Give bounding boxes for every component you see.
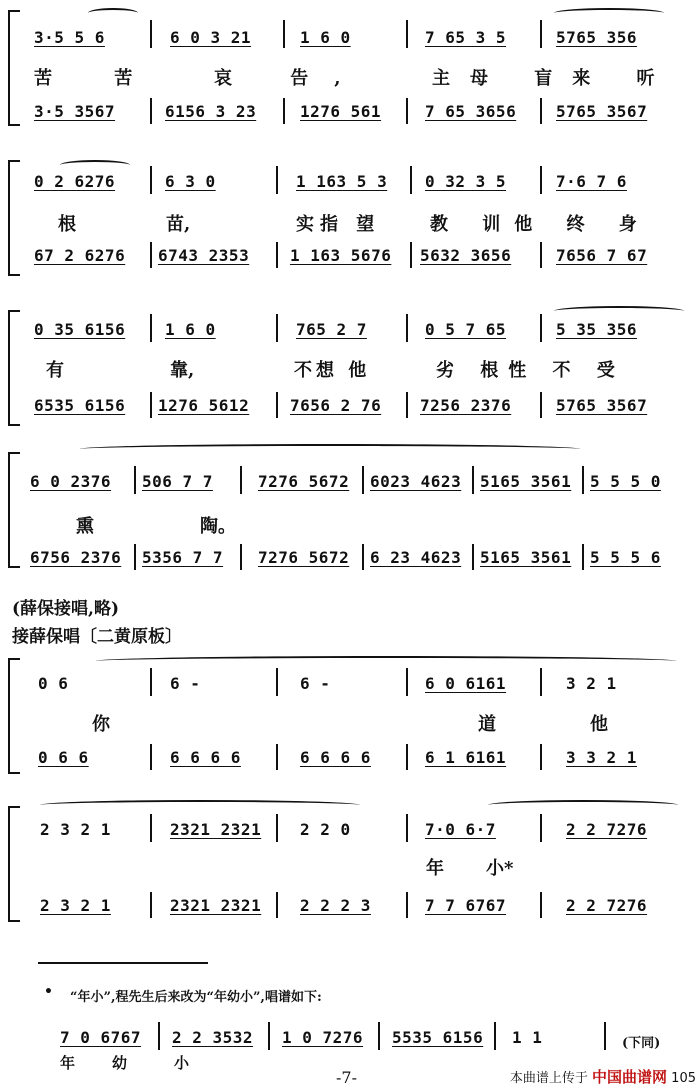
measure: 6 1 6161	[425, 748, 507, 767]
measure: 2 2 2 3	[300, 896, 371, 915]
measure: 6743 2353	[158, 246, 250, 265]
slur	[80, 444, 580, 454]
section-heading: 接薛保唱〔二黄原板〕	[12, 627, 182, 647]
voice-line	[0, 674, 700, 698]
measure: 0 2 6276	[34, 172, 116, 191]
measure: 6756 2376	[30, 548, 122, 567]
slur	[554, 306, 684, 316]
measure: 3 3 2 1	[566, 748, 637, 767]
measure: 5535 6156	[392, 1028, 484, 1047]
watermark-brand: 中国曲谱网	[592, 1068, 668, 1086]
measure: 6535 6156	[34, 396, 126, 415]
measure: 6023 4623	[370, 472, 462, 491]
lyric: 年	[426, 858, 444, 879]
watermark-page: 105	[671, 1071, 696, 1086]
voice-line	[0, 320, 700, 344]
footnote-rule	[38, 962, 208, 964]
measure: 2321 2321	[170, 820, 262, 839]
measure: 5 5 5 6	[590, 548, 661, 567]
lyric: 你	[92, 714, 110, 735]
measure: 7 7 6767	[425, 896, 507, 915]
measure: 7256 2376	[420, 396, 512, 415]
measure: 2 2 7276	[566, 896, 648, 915]
lyric: 他	[590, 714, 608, 735]
measure: 7 0 6767	[60, 1028, 142, 1047]
measure: 7276 5672	[258, 472, 350, 491]
measure: 7·6 7 6	[556, 172, 627, 191]
measure: 6 23 4623	[370, 548, 462, 567]
slur	[488, 800, 678, 810]
measure: 5 35 356	[556, 320, 638, 339]
interlude-note: (薛保接唱,略)	[12, 599, 120, 619]
measure: 7 65 3 5	[425, 28, 507, 47]
slur	[60, 160, 130, 170]
measure: 1 6 0	[165, 320, 216, 339]
measure: 0 6	[38, 674, 69, 693]
measure: 7·0 6·7	[425, 820, 496, 839]
measure: 5356 7 7	[142, 548, 224, 567]
measure: 6 0 6161	[425, 674, 507, 693]
measure: 0 6 6	[38, 748, 89, 767]
accomp-line	[0, 548, 700, 572]
measure: 1 163 5 3	[296, 172, 388, 191]
lyric: 教 训他 终 身	[430, 214, 651, 235]
measure: 2 2 3532	[172, 1028, 254, 1047]
measure: 3·5 3567	[34, 102, 116, 121]
measure: 6 3 0	[165, 172, 216, 191]
slur	[554, 8, 664, 18]
page-number: -7-	[336, 1068, 357, 1087]
measure: 67 2 6276	[34, 246, 126, 265]
slur	[40, 800, 360, 810]
watermark	[510, 1066, 696, 1087]
lyric: 陶。	[200, 516, 236, 537]
footnote-text: “年小”,程先生后来改为“年幼小”,唱谱如下:	[70, 990, 322, 1005]
measure: 2 3 2 1	[40, 896, 111, 915]
lyric: 小*	[486, 858, 514, 879]
measure: 5165 3561	[480, 472, 572, 491]
measure: 2321 2321	[170, 896, 262, 915]
measure: 7276 5672	[258, 548, 350, 567]
measure: 2 2 7276	[566, 820, 648, 839]
lyric: 劣 根性 不 受	[436, 360, 625, 381]
accomp-line	[0, 396, 700, 420]
measure: 5 5 5 0	[590, 472, 661, 491]
measure: 5632 3656	[420, 246, 512, 265]
measure: 0 35 6156	[34, 320, 126, 339]
measure: 506 7 7	[142, 472, 213, 491]
measure: 1276 5612	[158, 396, 250, 415]
lyric: 靠,	[170, 360, 195, 381]
slur	[88, 8, 138, 18]
measure: 6 -	[170, 674, 201, 693]
lyric: 小	[174, 1054, 190, 1072]
accomp-line	[0, 102, 700, 126]
measure: 5765 356	[556, 28, 638, 47]
measure: 6 6 6 6	[170, 748, 241, 767]
lyric: 哀 告,	[214, 68, 367, 89]
measure: 1 1	[512, 1028, 543, 1047]
voice-line	[0, 472, 700, 496]
voice-line	[0, 820, 700, 844]
measure: 6 0 2376	[30, 472, 112, 491]
measure: 5765 3567	[556, 396, 648, 415]
measure: 2 2 0	[300, 820, 351, 839]
footnote-voice-line	[0, 1028, 700, 1052]
lyric: 根	[58, 214, 76, 235]
measure: 7656 2 76	[290, 396, 382, 415]
lyric: 主母 盲来 听	[432, 68, 675, 89]
tail-mark: (下同)	[622, 1036, 661, 1051]
accomp-line	[0, 748, 700, 772]
measure: 7656 7 67	[556, 246, 648, 265]
accomp-line	[0, 246, 700, 270]
measure: 6156 3 23	[165, 102, 257, 121]
watermark-prefix: 本曲谱上传于	[509, 1071, 588, 1086]
lyric: 苦 苦	[34, 68, 161, 89]
measure: 1276 561	[300, 102, 382, 121]
measure: 765 2 7	[296, 320, 367, 339]
measure: 7 65 3656	[425, 102, 517, 121]
measure: 6 6 6 6	[300, 748, 371, 767]
measure: 6 0 3 21	[170, 28, 252, 47]
footnote-marker: •	[44, 984, 53, 1000]
measure: 6 -	[300, 674, 331, 693]
accomp-line	[0, 896, 700, 920]
measure: 1 6 0	[300, 28, 351, 47]
measure: 5165 3561	[480, 548, 572, 567]
slur	[96, 656, 676, 666]
lyric: 熏	[76, 516, 94, 537]
lyric: 苗,	[166, 214, 191, 235]
lyric: 不想 他	[294, 360, 371, 381]
measure: 1 163 5676	[290, 246, 392, 265]
measure: 0 32 3 5	[425, 172, 507, 191]
lyric: 年	[60, 1054, 76, 1072]
measure: 0 5 7 65	[425, 320, 507, 339]
lyric: 实指 望	[296, 214, 381, 235]
lyric: 有	[46, 360, 64, 381]
voice-line	[0, 172, 700, 196]
lyric: 幼	[112, 1054, 128, 1072]
measure: 3·5 5 6	[34, 28, 105, 47]
measure: 3 2 1	[566, 674, 617, 693]
voice-line	[0, 28, 700, 52]
measure: 2 3 2 1	[40, 820, 111, 839]
measure: 5765 3567	[556, 102, 648, 121]
measure: 1 0 7276	[282, 1028, 364, 1047]
lyric: 道	[478, 714, 496, 735]
